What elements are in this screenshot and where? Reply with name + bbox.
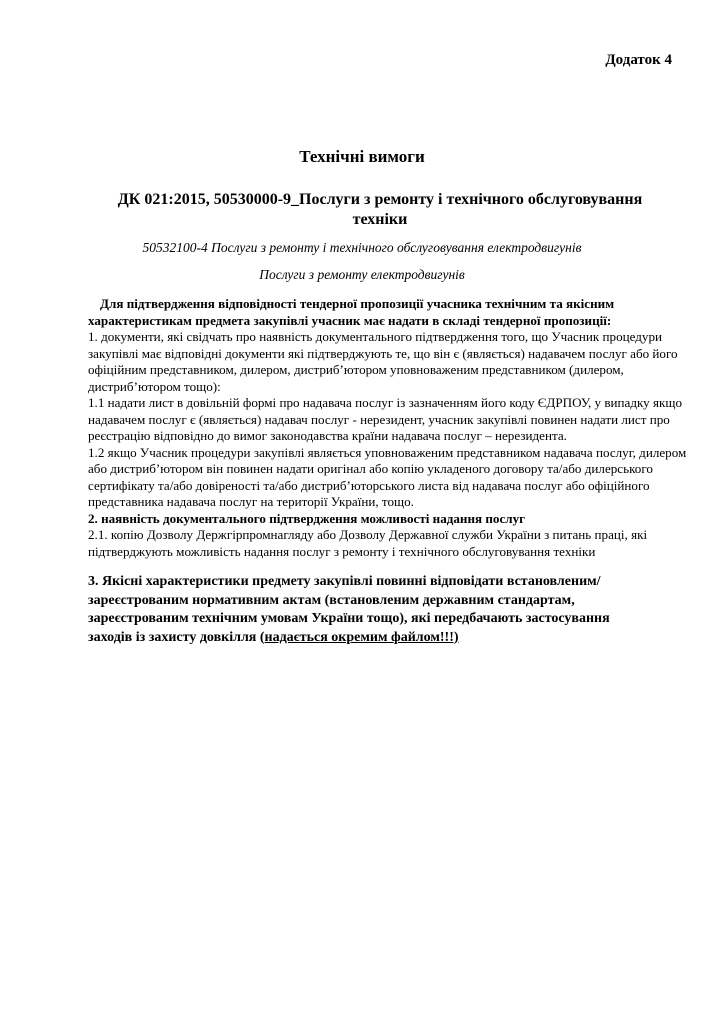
item-3-note: (надається окремим файлом!!!): [259, 629, 459, 645]
service-name-line: Послуги з ремонту електродвигунів: [259, 267, 465, 282]
page-title: Технічні вимоги: [299, 147, 425, 166]
item-3-section: [88, 573, 648, 647]
requirements-body: [88, 296, 688, 560]
item-1-2: 1.2 якщо Учасник процедури закупівлі являється уповноваженим представником надавача послуг, дилером або дистриб’ютором він повинен надати оригінал або копію укладеного договору та/або дилерського сертифікату та/або довіреності та/або дистриб’юторського листа від надавача послуг або офіційного представника надавача послуг на території України, тощо.: [88, 444, 687, 509]
item-1: 1. документи, які свідчать про наявність документального підтвердження того, що Учасник процедури закупівлі має відповідні документи які підтверджують те, що він є (являється) надавачем послуг або його офіційним представником, дилером, дистриб’ютором уповноваженим представником (дилером, дистриб’ютором тощо):: [88, 329, 678, 394]
cpv-subtitle: ДК 021:2015, 50530000-9_Послуги з ремонту і технічного обслуговування техніки: [117, 191, 643, 228]
item-1-1: 1.1 надати лист в довільній формі про надавача послуг із зазначенням його коду ЄДРПОУ, у випадку якщо надавачем послуг є (являється) надавач послуг - нерезидент, учасник закупівлі повинен надати лист про реєстрацію відповідно до вимог законодавства країни надавача послуг – нерезидента.: [88, 395, 682, 443]
appendix-label: Додаток 4: [605, 52, 672, 68]
item-2: 2. наявність документального підтвердження можливості надання послуг: [88, 510, 526, 526]
intro-paragraph: Для підтвердження відповідності тендерної пропозиції учасника технічним та якісним характеристикам предмета закупівлі учасник має надати в складі тендерної пропозиції:: [88, 296, 615, 328]
item-3: 3. Якісні характеристики предмету закупівлі повинні відповідати встановленим/зареєстрованим нормативним актам (встановленим державним стандартам, зареєстрованим технічним умовам України тощо), які передбачають застосування заходів із захисту довкілля: [88, 574, 610, 645]
item-2-1: 2.1. копію Дозволу Держгірпромнагляду або Дозволу Державної служби України з питань праці, які підтверджують можливість надання послуг з ремонту і технічного обслуговування техніки: [88, 527, 648, 559]
service-code-line: 50532100-4 Послуги з ремонту і технічного обслуговування електродвигунів: [142, 240, 582, 255]
